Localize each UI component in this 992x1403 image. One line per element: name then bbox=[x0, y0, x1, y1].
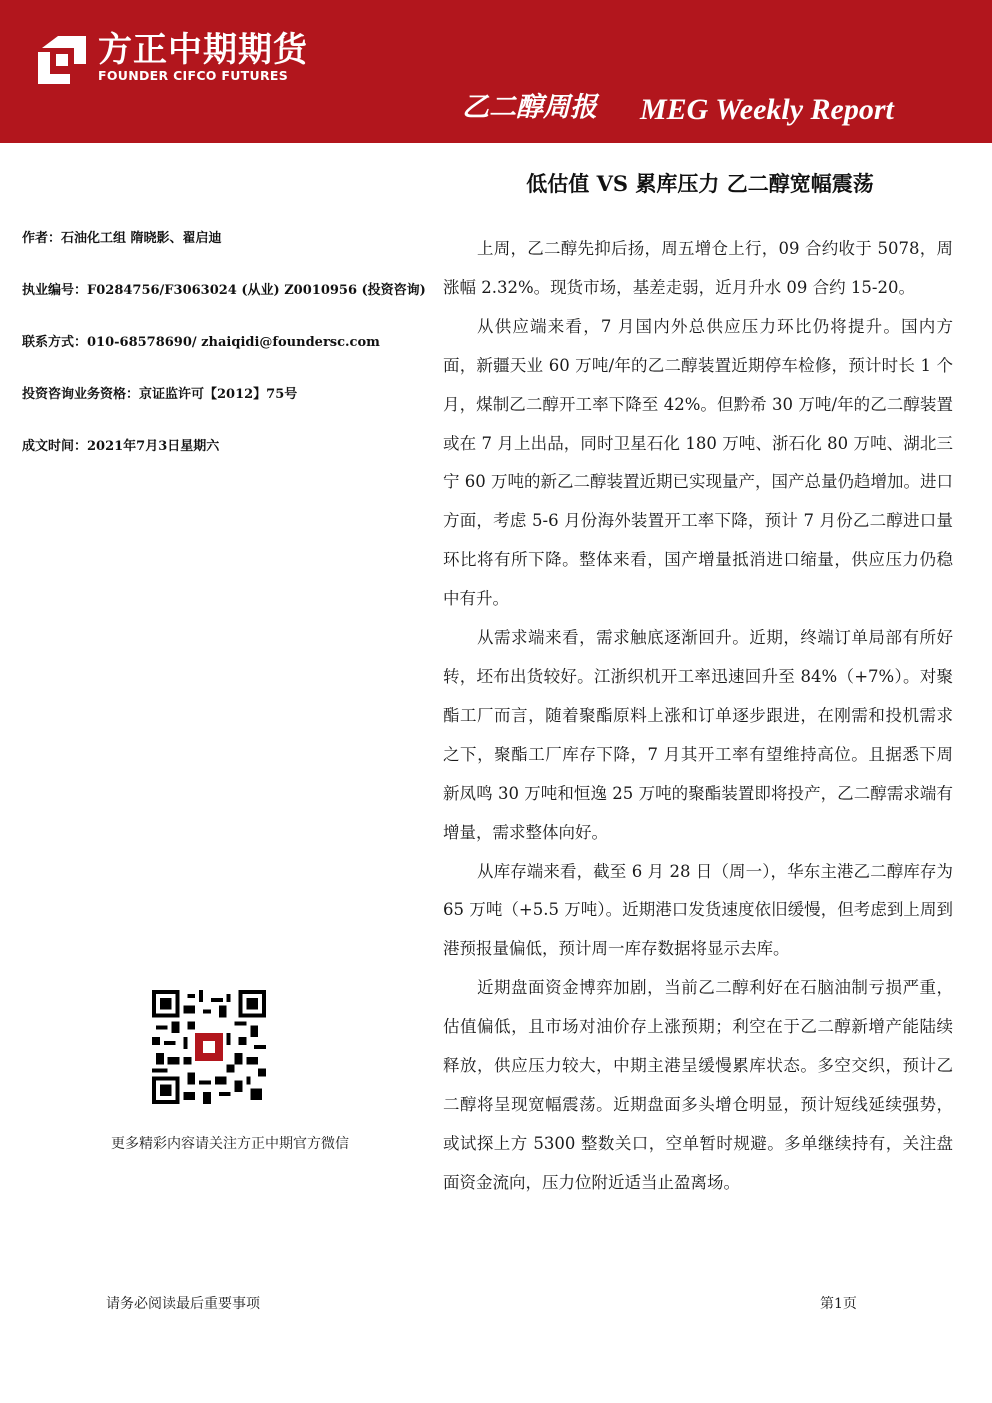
paragraph-demand: 从需求端来看，需求触底逐渐回升。近期，终端订单局部有所好转，坯布出货较好。江浙织机开工率迅速回升至 84%（+7%）。对聚酯工厂而言，随着聚酯原料上涨和订单逐步跟进，在刚需和投机需求之下，聚酯工厂库存下降，7 月其开工率有望维持高位。且据悉下周新凤鸣 30 万吨和恒逸 25 万吨的聚酯装置即将投产，乙二醇需求端有增量，需求整体向好。 bbox=[443, 628, 953, 842]
report-header bbox=[0, 0, 992, 143]
qualification-line: 投资咨询业务资格：京证监许可【2012】75号 bbox=[22, 387, 298, 402]
company-logo-icon bbox=[36, 34, 88, 86]
date-line: 成文时间：2021年7月3日星期六 bbox=[22, 439, 220, 454]
paragraph-outlook: 近期盘面资金博弈加剧，当前乙二醇利好在石脑油制亏损严重，估值偏低，且市场对油价存上涨预期；利空在于乙二醇新增产能陆续释放，供应压力较大，中期主港呈缓慢累库状态。多空交织，预计乙二醇将呈现宽幅震荡。近期盘面多头增仓明显，预计短线延续强势，或试探上方 5300 整数关口，空单暂时规避。多单继续持有，关注盘面资金流向，压力位附近适当止盈离场。 bbox=[443, 978, 953, 1192]
contact-line: 联系方式：010-68578690/ zhaiqidi@foundersc.com bbox=[22, 335, 380, 350]
document-title: 低估值 VS 累库压力 乙二醇宽幅震荡 bbox=[526, 171, 874, 196]
report-body bbox=[443, 230, 953, 1203]
company-name-en: FOUNDER CIFCO FUTURES bbox=[98, 68, 289, 83]
report-type-en: MEG Weekly Report bbox=[640, 93, 894, 126]
qr-caption: 更多精彩内容请关注方正中期官方微信 bbox=[111, 1136, 349, 1152]
license-line: 执业编号：F0284756/F3063024 (从业) Z0010956 (投资咨询) bbox=[22, 283, 426, 298]
wechat-qr-code-icon bbox=[152, 990, 266, 1104]
report-type-cn: 乙二醇周报 bbox=[462, 92, 597, 123]
footer-notice: 请务必阅读最后重要事项 bbox=[106, 1296, 260, 1312]
page-number: 第1页 bbox=[820, 1296, 857, 1312]
paragraph-supply: 从供应端来看，7 月国内外总供应压力环比仍将提升。国内方面，新疆天业 60 万吨/年的乙二醇装置近期停车检修，预计时长 1 个月，煤制乙二醇开工率下降至 42%。但黔希 30 万吨/年的乙二醇装置或在 7 月上出品，同时卫星石化 180 万吨、浙石化 80 万吨、湖北三宁 60 万吨的新乙二醇装置近期已实现量产，国产总量仍趋增加。进口方面，考虑 5-6 月份海外装置开工率下降，预计 7 月份乙二醇进口量环比将有所下降。整体来看，国产增量抵消进口缩量，供应压力仍稳中有升。 bbox=[443, 316, 953, 609]
paragraph-market: 上周，乙二醇先抑后扬，周五增仓上行，09 合约收于 5078，周涨幅 2.32%。现货市场，基差走弱，近月升水 09 合约 15-20。 bbox=[443, 239, 953, 297]
paragraph-inventory: 从库存端来看，截至 6 月 28 日（周一），华东主港乙二醇库存为 65 万吨（+5.5 万吨）。近期港口发货速度依旧缓慢，但考虑到上周到港预报量偏低，预计周一库存数据将显示去库。 bbox=[443, 861, 953, 959]
author-line: 作者：石油化工组 隋晓影、翟启迪 bbox=[22, 231, 222, 246]
company-name-cn: 方正中期期货 bbox=[98, 30, 308, 70]
